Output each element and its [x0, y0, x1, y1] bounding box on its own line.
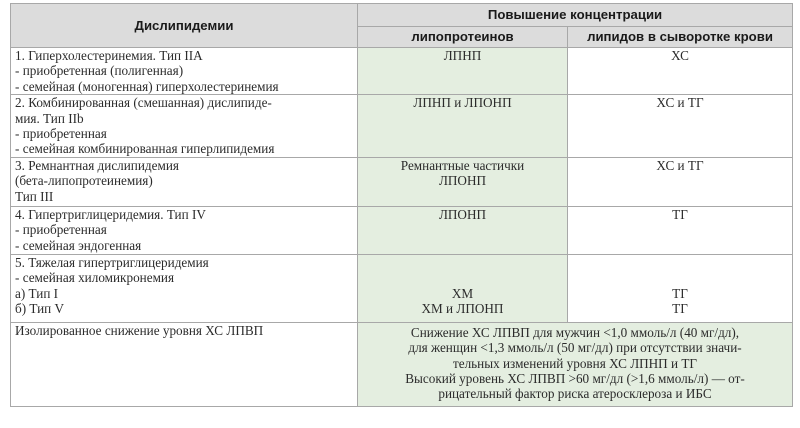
row-text: мия. Тип IIb [15, 110, 84, 126]
lipid-value: ХС и ТГ [656, 157, 704, 173]
note-line: Снижение ХС ЛПВП для мужчин <1,0 ммоль/л (40 мг/дл), [410, 324, 740, 340]
lipid-value: ХС и ТГ [656, 95, 704, 111]
lipids-cell [568, 95, 793, 158]
lipoprotein-value: ЛПОНП [438, 206, 487, 222]
row-text: 2. Комбинированная (смешанная) дислипиде- [15, 95, 272, 111]
table-row [11, 322, 793, 406]
row-text: а) Тип I [15, 285, 59, 301]
lipoprotein-value: ЛПНП [443, 48, 482, 63]
row-text: - семейная эндогенная [15, 237, 142, 253]
dyslipidemia-cell [11, 157, 358, 206]
row-text: (бета-липопротеинемия) [15, 173, 153, 189]
dyslipidemia-table [10, 3, 793, 407]
table-row [11, 95, 793, 158]
row-text: - семейная (моногенная) гиперхолестеринемия [15, 78, 279, 94]
lipid-value: ТГ [672, 301, 688, 317]
row-text: - приобретенная (полигенная) [15, 63, 184, 79]
lipids-cell [568, 206, 793, 254]
table-row [11, 157, 793, 206]
hdl-note-cell [358, 322, 793, 406]
lipid-value: ТГ [672, 206, 688, 222]
header-serum-lipids: липидов в сыворотке крови [568, 27, 793, 48]
row-text: 5. Тяжелая гипертриглицеридемия [15, 254, 209, 270]
table-row [11, 48, 793, 95]
row-text: 4. Гипертриглицеридемия. Тип IV [15, 206, 206, 222]
dyslipidemia-cell [11, 254, 358, 322]
lipoproteins-cell [358, 95, 568, 158]
row-text: - семейная комбинированная гиперлипидемия [15, 141, 275, 157]
lipoprotein-value: Ремнантные частички [400, 157, 525, 173]
lipoproteins-cell [358, 157, 568, 206]
header-lipoproteins: липопротеинов [358, 27, 568, 48]
note-line: Высокий уровень ХС ЛПВП >60 мг/дл (>1,6 ммоль/л) — от- [405, 371, 745, 387]
row-text: - семейная хиломикронемия [15, 270, 175, 286]
note-line: для женщин <1,3 ммоль/л (50 мг/дл) при отсутствии значи- [408, 340, 742, 356]
lipoprotein-value: ХМ и ЛПОНП [421, 301, 504, 317]
table-row [11, 254, 793, 322]
header-dyslipidemia: Дислипидемии [11, 4, 358, 48]
row-text: 1. Гиперхолестеринемия. Тип IIA [15, 48, 203, 63]
row-text: Тип III [15, 188, 54, 204]
dyslipidemia-cell [11, 206, 358, 254]
lipoproteins-cell [358, 48, 568, 95]
row-text: Изолированное снижение уровня ХС ЛПВП [15, 322, 264, 338]
lipoproteins-cell [358, 206, 568, 254]
dyslipidemia-cell [11, 48, 358, 95]
lipoprotein-value: ЛПОНП [438, 173, 487, 189]
lipoprotein-value: ХМ [451, 285, 474, 301]
lipids-cell [568, 157, 793, 206]
note-line: рицательный фактор риска атеросклероза и ИБС [438, 386, 712, 402]
header-concentration-increase: Повышение концентрации [358, 4, 793, 27]
lipid-value: ХС [671, 48, 689, 63]
lipids-cell [568, 48, 793, 95]
table-row [11, 206, 793, 254]
dyslipidemia-cell [11, 95, 358, 158]
lipids-cell [568, 254, 793, 322]
row-text: - приобретенная [15, 222, 107, 238]
dyslipidemia-cell [11, 322, 358, 406]
note-line: тельных изменений уровня ХС ЛПНП и ТГ [452, 355, 698, 371]
lipid-value: ТГ [672, 285, 688, 301]
lipoproteins-cell [358, 254, 568, 322]
row-text: 3. Ремнантная дислипидемия [15, 157, 179, 173]
lipoprotein-value: ЛПНП и ЛПОНП [413, 95, 512, 111]
row-text: б) Тип V [15, 301, 65, 317]
row-text: - приобретенная [15, 126, 107, 142]
